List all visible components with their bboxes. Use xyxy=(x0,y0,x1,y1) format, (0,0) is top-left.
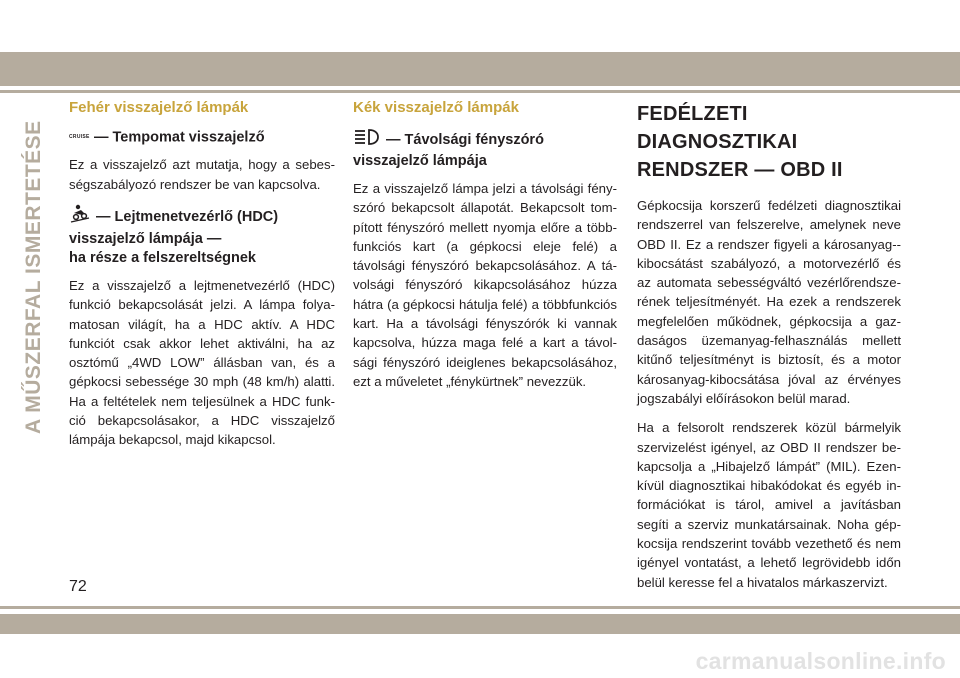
column-obd xyxy=(637,98,901,602)
section-heading-white: Fehér visszajelző lámpák xyxy=(69,99,249,116)
obd-paragraph-1: Gépkocsija korszerű fedélzeti diagnosztikai rendszerrel van felszerelve, amelynek neve OBD II. Ez a rendszer figyeli a károsanyag--kibocsátást szabályozó, a motorvezérlő és az automata sebességváltó vezérlőrendsze-rének teljesítményét. Ha ezek a rendszerek megfelelően működnek, gépkocsija a gaz-daságos üzemanyag-felhasználás mellett kitűnő teljesítményt is biztosít, és a motor károsanyag-kibocsátása jóval az érvényes jogszabályi előírásokon belül marad. xyxy=(637,198,901,406)
bottom-decor-band xyxy=(0,614,960,634)
hdc-body: Ez a visszajelző a lejtmenetvezérlő (HDC) funkció bekapcsolását jelzi. A lámpa folya-matosan világít, ha a HDC aktív. A HDC funkciót csak akkor lehet aktiválni, ha az osztómű „4WD LOW” állásban van, és a gépkocsi sebessége 30 mph (48 km/h) alatti. Ha a feltételek nem teljesülnek a HDC funk-ció bekapcsolásakor, a HDC visszajelző lámpája bekapcsol, majd kikapcsol. xyxy=(69,277,335,448)
hdc-title xyxy=(69,204,335,268)
obd-heading-line2: RENDSZER — OBD II xyxy=(637,159,843,181)
cruise-icon: CRUISE xyxy=(69,134,90,140)
highbeam-title xyxy=(353,128,617,171)
top-decor-band xyxy=(0,52,960,86)
highbeam-body: Ez a visszajelző lámpa jelzi a távolsági fény-szóró bekapcsolt állapotát. Bekapcsolt tom-pított fényszóró mellett nyomja előre a több-funkciós kart (a gépkocsi eleje felé) a távolsági fényszóró bekapcsolásához. A tá-volsági fényszóró kikapcsolásához húzza hátra (a gépkocsi hátulja felé) a többfunkciós kart. Ha a távolsági fényszórók ki vannak kapcsolva, húzza maga felé a kart a távol-sági fényszóró ideiglenes bekapcsolásához, ezt a műveletet „fénykürtnek” nevezzük. xyxy=(353,181,617,389)
highbeam-title-line2: visszajelző lámpája xyxy=(353,153,487,169)
obd-heading xyxy=(637,100,901,184)
cruise-body: Ez a visszajelző azt mutatja, hogy a sebes-ségszabályozó rendszer be van kapcsolva. xyxy=(69,157,335,192)
bottom-rule xyxy=(0,606,960,609)
high-beam-icon xyxy=(353,128,381,152)
watermark: carmanualsonline.info xyxy=(695,648,946,674)
page-number: 72 xyxy=(69,578,87,595)
side-section-title: A MŰSZERFAL ISMERTETÉSE xyxy=(22,120,45,434)
hdc-title-line3: ha része a felszereltségnek xyxy=(69,249,256,266)
obd-heading-line1: FEDÉLZETI DIAGNOSZTIKAI xyxy=(637,103,798,153)
column-blue-indicators xyxy=(353,98,617,401)
hdc-title-line1: — Lejtmenetvezérlő (HDC) xyxy=(96,208,279,225)
obd-paragraph-2: Ha a felsorolt rendszerek közül bármelyik szervizelést igényel, az OBD II rendszer be-kapcsolja a „Hibajelző lámpát” (MIL). Ezen-kívül diagnosztikai hibakódokat és egyéb in-formációkat is tárol, amivel a javításban segíti a szerviz munkatársainak. Noha gép-kocsija rendszerint tovább vezethető és nem igényel vontatást, a lehető legrövidebb időn belül keresse fel a hivatalos márkaszervizt. xyxy=(637,420,901,590)
hdc-title-line2: visszajelző lámpája — xyxy=(69,230,222,247)
hill-descent-icon xyxy=(69,204,91,230)
cruise-title-text: — Tempomat visszajelző xyxy=(94,129,265,146)
section-heading-blue: Kék visszajelző lámpák xyxy=(353,99,519,116)
column-white-indicators xyxy=(69,98,335,460)
cruise-title xyxy=(69,128,335,147)
highbeam-title-line1: — Távolsági fényszóró xyxy=(386,131,544,148)
top-rule xyxy=(0,90,960,93)
